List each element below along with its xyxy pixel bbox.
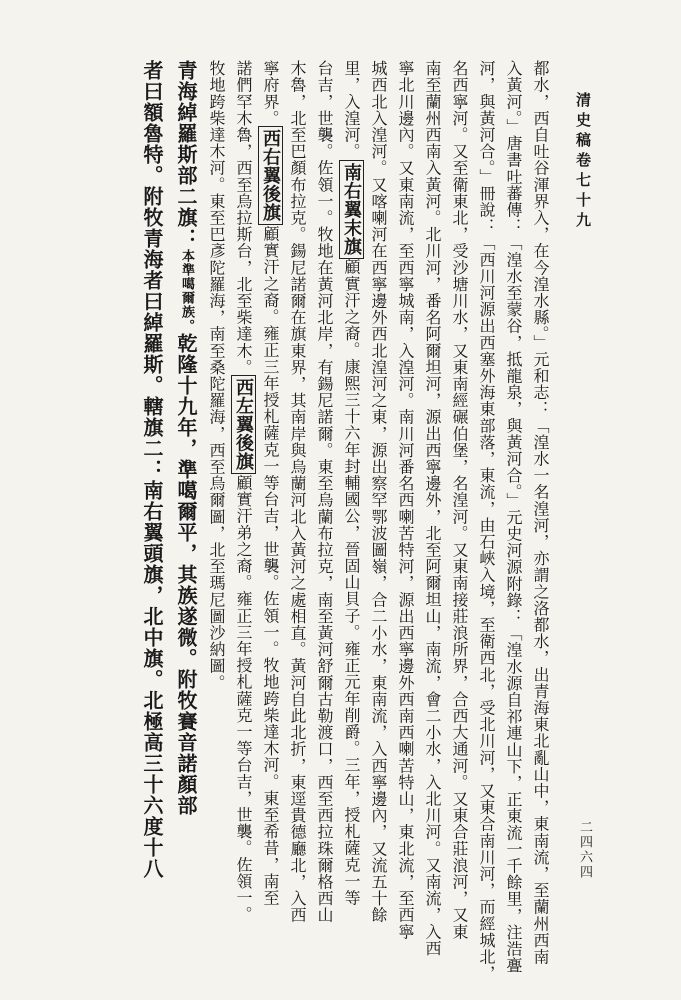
text-column [473, 60, 500, 982]
column-text: 顧實汗之裔。雍正三年授札薩克一等台吉，世襲。佐領一。牧地跨柴達木河。東至希昔，南至 [261, 225, 280, 907]
text-column [311, 60, 338, 940]
text-column [365, 60, 392, 940]
column-text: 寧府界。 [261, 60, 280, 127]
column-text: 乾隆十九年，準噶爾平，其族遂微。附牧賽音諾顏部 [174, 333, 198, 816]
column-text: 者曰額魯特。附牧青海者曰綽羅斯。轄旗二：南右翼頭旗，北中旗。北極高三十六度十八 [140, 60, 164, 879]
book-title: 清史稿卷七十九 [574, 92, 592, 232]
text-column [203, 60, 230, 940]
text-column [338, 60, 365, 940]
text-column [284, 60, 311, 940]
column-text: 都水，西自吐谷渾界入，在今湟水縣。」元和志：「湟水一名湟河，亦謂之洛都水，出青海東北亂山中，東南流，至蘭州西南 [531, 60, 550, 965]
section-heading: 南右翼末旗 [339, 160, 364, 259]
body-text [140, 60, 554, 982]
text-column [392, 60, 419, 940]
column-text: 木魯，北至巴顏布拉克。鍚尼諾爾在旗東界，其南岸與烏蘭河北入黃河之處相直。黃河自此北折，東逕貴德廳北，入西 [288, 60, 307, 924]
text-column [419, 60, 446, 957]
text-column [169, 60, 203, 940]
column-text: 里，入湟河。 [342, 60, 361, 160]
text-column [446, 60, 473, 940]
column-text: 城西北入湟河。又喀喇河在西寧邊外西北湟河之東，源出察罕鄂波圖嶺，合二小水，東南流，入西寧邊內，又流五十餘 [369, 60, 388, 924]
page-number: 二四六四 [577, 820, 592, 880]
section-heading: 青海綽羅斯部二旗： [174, 60, 198, 249]
text-column [257, 60, 284, 940]
column-text: 南至蘭州西南入黃河。北川河，番名阿爾坦河，源出西寧邊外，北至阿爾坦山，南流，會二小水，入北川河。又南流，入西 [423, 60, 442, 957]
column-text: 台吉，世襲。佐領一。牧地在黃河北岸，有鍚尼諾爾。東至烏蘭布拉克，南至黃河舒爾古勒渡口，西至西拉珠爾格西山 [315, 60, 334, 924]
text-column [230, 60, 257, 940]
section-heading: 西左翼後旗 [231, 375, 256, 474]
text-column [500, 60, 527, 974]
text-column [527, 60, 554, 965]
column-text: 寧北川邊內。又東南流，至西寧城南，入湟河。南川河番名西喇苦特河，源出西寧邊外西南西喇苦特山，東北流，至西寧 [396, 60, 415, 940]
column-text: 入黃河。」唐書吐蕃傳：「湟水至蒙谷，抵龍泉，與黃河合。」元史河源附錄：「湟水源自祁連山下，正東流一千餘里，注浩亹 [504, 60, 523, 974]
column-text: 河，與黃河合。」冊說：「西川河源出西塞外海東部落，東流，由石峽入境，至衛西北，受北川河，又東合南川河，而經城北， [477, 60, 496, 982]
column-text: 諾們罕木魯，西至烏拉斯台，北至柴達木。 [234, 60, 253, 376]
column-text: 顧實汗弟之裔。雍正三年授札薩克一等台吉，世襲。佐領一。 [234, 474, 253, 923]
column-text: 牧地跨柴達木河。東至巴彥陀羅海，南至桑陀羅海，西至烏爾圖，北至瑪尼圖沙納圖。 [207, 60, 226, 691]
section-heading: 西右翼後旗 [258, 126, 283, 225]
text-column [135, 60, 169, 940]
column-text: 顧實汗之裔。康熙三十六年封輔國公，晉固山貝子。雍正元年削爵。三年，授札薩克一等 [342, 258, 361, 907]
annotation-note: 本準噶爾族。 [179, 249, 194, 333]
column-text: 名西寧河。又至衛東北，受沙塘川水，又東南經碾伯堡，名湟河。又東南接莊浪所界，合西大通河。又東合莊浪河，又東 [450, 60, 469, 940]
